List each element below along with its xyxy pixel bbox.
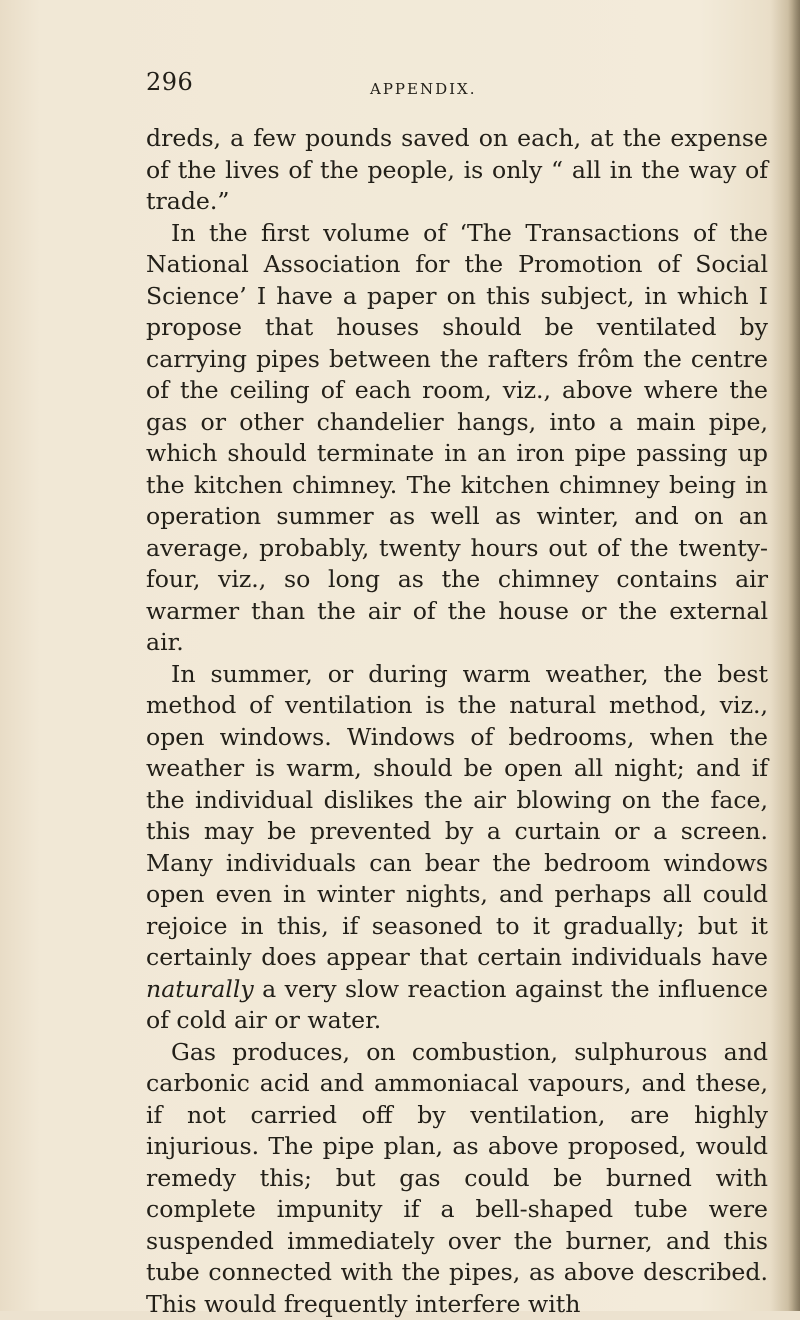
paragraph-2: In the first volume of ‘The Transactions of the National Association for the Promotion of Social Science’ I have a paper on this subject, in which I propose that houses should be ventilated by carrying pipes between the rafters frôm the centre of the ceiling of each room, viz., above where the gas or other chandelier hangs, into a main pipe, which should terminate in an iron pipe passing up the kitchen chimney. The kitchen chimney being in operation summer as well as winter, and on an average, probably, twenty hours out of the twenty-four, viz., so long as the chimney contains air warmer than the air of the house or the external air. [146, 218, 768, 659]
paragraph-3 [146, 659, 768, 1037]
paragraph-3-text-b: a very slow reaction against the influence of cold air or water. [146, 975, 768, 1035]
paragraph-4: Gas produces, on combustion, sulphurous and carbonic acid and ammoniacal vapours, and these, if not carried off by ventilation, are highly injurious. The pipe plan, as above proposed, would remedy this; but gas could be burned with complete impunity if a bell-shaped tube were suspended immediately over the burner, and this tube connected with the pipes, as above described. This would frequently interfere with [146, 1037, 768, 1320]
page-number: 296 [146, 68, 193, 96]
running-head: APPENDIX. [370, 80, 477, 98]
page-header [0, 50, 800, 100]
emphasis-naturally: naturally [146, 975, 254, 1003]
page-edge-shadow [788, 0, 800, 1311]
body-text [146, 123, 768, 1320]
paragraph-1: dreds, a few pounds saved on each, at the expense of the lives of the people, is only “ all in the way of trade.” [146, 123, 768, 218]
paragraph-3-text-a: In summer, or during warm weather, the best method of ventilation is the natural method, viz., open windows. Windows of bedrooms, when the weather is warm, should be open all night; and if the individual dislikes the air blowing on the face, this may be prevented by a curtain or a screen. Many individuals can bear the bedroom windows open even in winter nights, and perhaps all could rejoice in this, if seasoned to it gradually; but it certainly does appear that certain individuals have [146, 660, 768, 972]
